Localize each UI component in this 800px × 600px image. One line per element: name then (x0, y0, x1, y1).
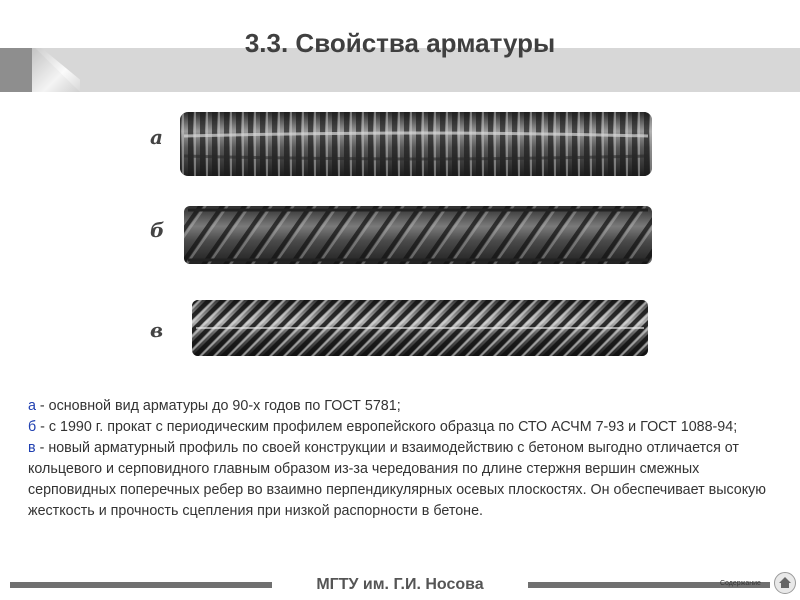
description-text-a: - основной вид арматуры до 90-х годов по ГОСТ 5781; (35, 398, 401, 414)
rebar-label-v: в (150, 318, 164, 342)
page-title: 3.3. Свойства арматуры (244, 28, 556, 58)
footer-divider-left (10, 582, 272, 588)
description-item-b (28, 417, 773, 438)
footer-institution: МГТУ им. Г.И. Носова (316, 576, 484, 593)
description-item-a (28, 396, 773, 417)
description-text-b: - с 1990 г. прокат с периодическим профилем европейского образца по СТО АСЧМ 7-93 и ГОСТ 1088-94; (36, 419, 738, 435)
home-icon (775, 573, 795, 593)
description-key-v: в (28, 440, 36, 456)
description-key-a: а (28, 398, 36, 414)
home-button[interactable] (774, 572, 796, 594)
description-key-b: б (28, 419, 37, 435)
rebar-label-b: б (150, 218, 165, 242)
description-text-v: - новый арматурный профиль по своей конструкции и взаимодействию с бетоном выгодно отличается от кольцевого и серповидного главным образом из-за чередования по длине стержня вершин смежных серповидных поперечных ребер во взаимно перпендикулярных осевых плоскостях. Он обеспечивает высокую жесткость и прочность сцепления при низкой распорности в бетоне. (28, 440, 767, 519)
description-block (28, 396, 773, 522)
description-item-v (28, 438, 773, 522)
contents-link[interactable]: Содержание (720, 580, 761, 587)
rebar-label-a: а (150, 125, 163, 149)
rebar-figure (140, 100, 660, 365)
rebar-illustration (140, 100, 660, 365)
